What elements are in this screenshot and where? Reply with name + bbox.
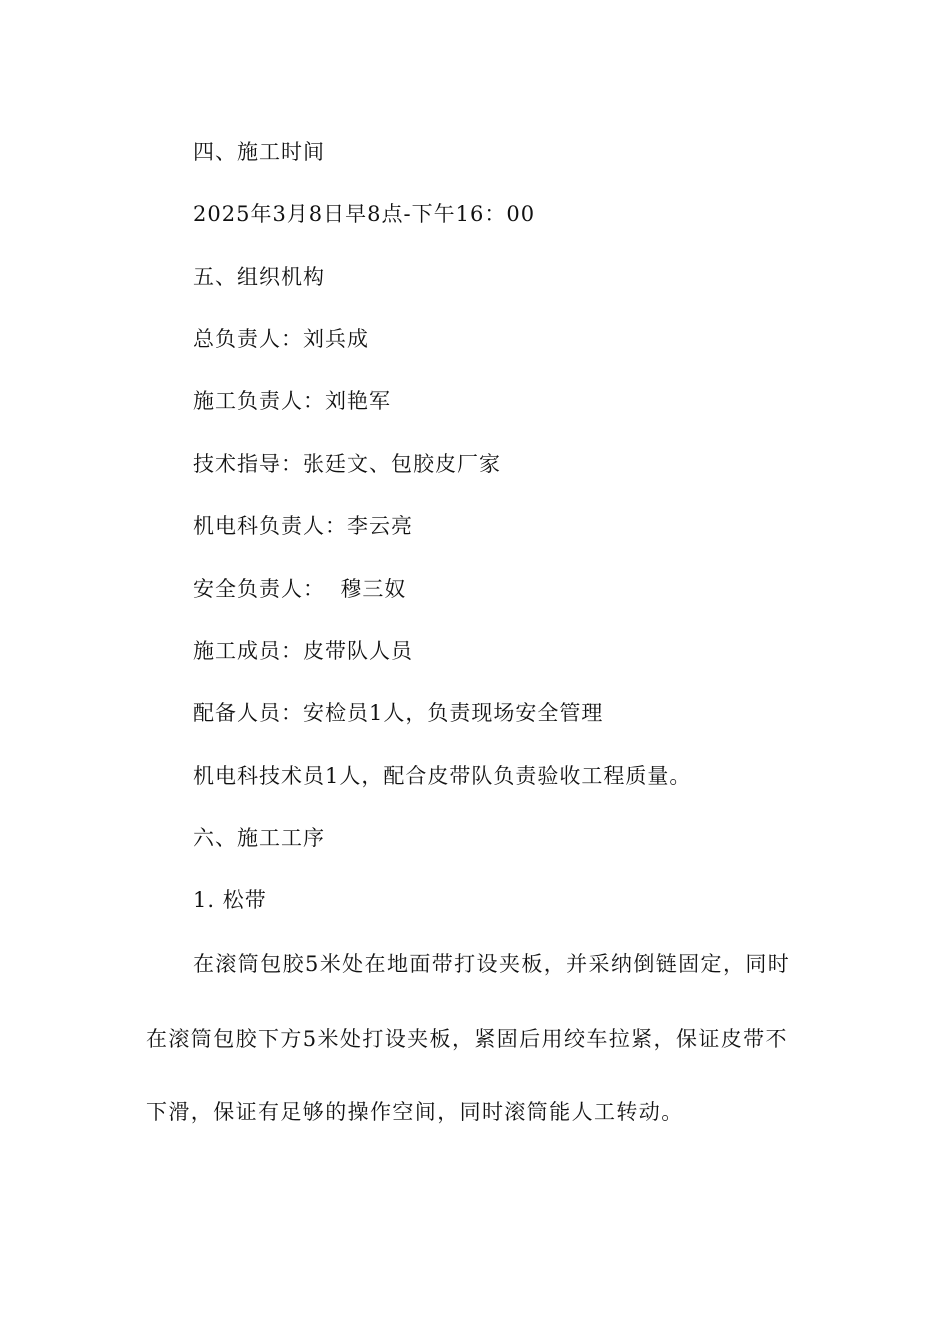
assigned-personnel-line: 配备人员：安检员1人，负责现场安全管理 [193,701,604,725]
general-manager-line: 总负责人：刘兵成 [193,327,369,351]
construction-time-value: 2025年3月8日早8点-下午16：00 [193,202,536,226]
construction-members-line: 施工成员：皮带队人员 [193,639,413,663]
electromechanical-manager-line: 机电科负责人：李云亮 [193,514,413,538]
section-heading-procedure: 六、施工工序 [193,826,325,850]
section-heading-construction-time: 四、施工时间 [193,140,325,164]
section-heading-organization: 五、组织机构 [193,265,325,289]
technician-line: 机电科技术员1人，配合皮带队负责验收工程质量。 [193,764,692,788]
procedure-paragraph-line-2: 在滚筒包胶下方5米处打设夹板，紧固后用绞车拉紧，保证皮带不 [146,1027,788,1051]
technical-guidance-line: 技术指导：张廷文、包胶皮厂家 [193,452,501,476]
step-heading-loosen-belt: 1. 松带 [193,888,267,912]
procedure-paragraph-line-1: 在滚筒包胶5米处在地面带打设夹板，并采纳倒链固定，同时 [193,952,791,976]
construction-manager-line: 施工负责人：刘艳军 [193,389,391,413]
safety-manager-line: 安全负责人： 穆三奴 [193,577,407,601]
procedure-paragraph-line-3: 下滑，保证有足够的操作空间，同时滚筒能人工转动。 [146,1100,684,1124]
